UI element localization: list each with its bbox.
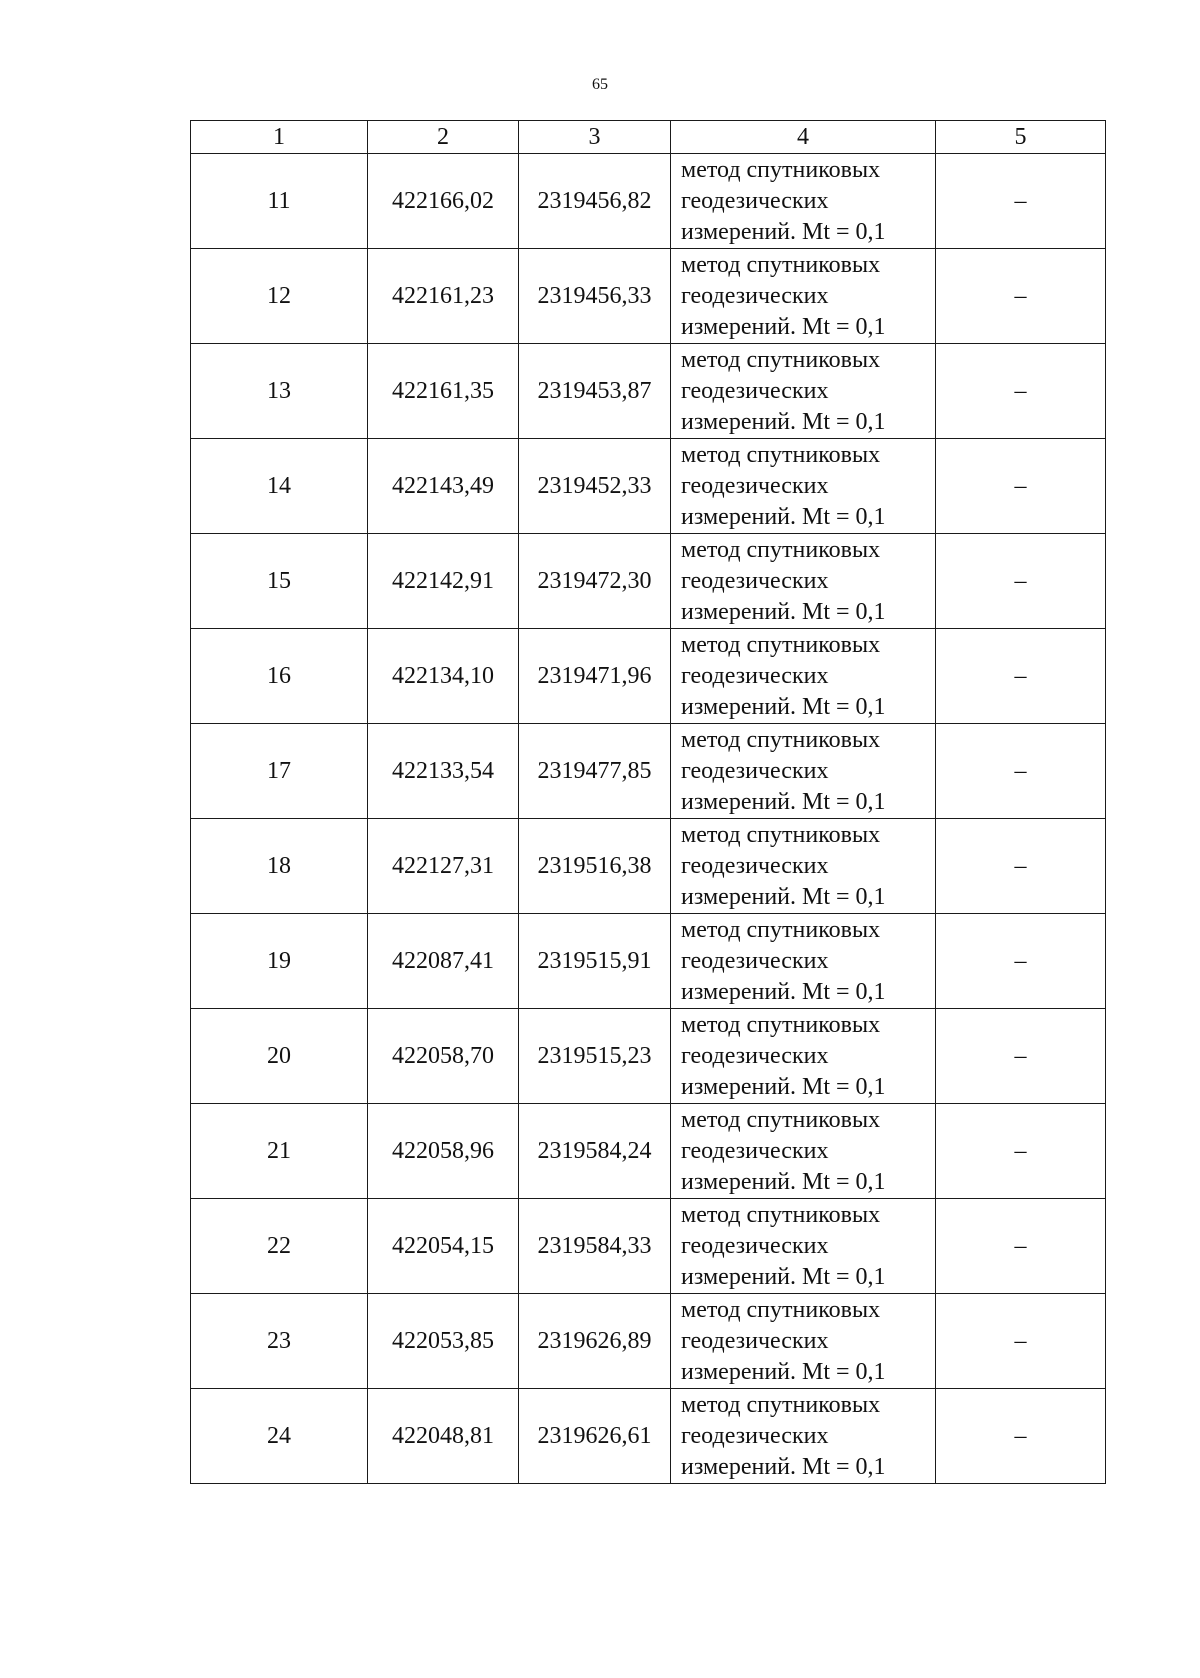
method-line-1: метод спутниковых [681,1106,881,1133]
method-line-2: геодезических [681,1137,829,1164]
method-line-3: измерений. Mt = 0,1 [681,1453,886,1480]
point-number-cell: 21 [191,1104,368,1199]
x-coordinate-cell: 422142,91 [368,534,519,629]
x-coordinate-cell: 422133,54 [368,724,519,819]
point-number-cell: 15 [191,534,368,629]
method-line-1: метод спутниковых [681,346,881,373]
point-number-cell: 14 [191,439,368,534]
method-cell [671,154,936,249]
column5-cell: – [936,1389,1106,1484]
method-line-2: геодезических [681,282,829,309]
x-coordinate-cell: 422058,96 [368,1104,519,1199]
y-coordinate-cell: 2319477,85 [519,724,671,819]
method-line-1: метод спутниковых [681,536,881,563]
method-line-2: геодезических [681,567,829,594]
method-cell [671,1294,936,1389]
method-cell [671,1009,936,1104]
method-line-3: измерений. Mt = 0,1 [681,1073,886,1100]
table-row [191,1294,1106,1389]
column5-cell: – [936,629,1106,724]
method-line-1: метод спутниковых [681,1296,881,1323]
column5-cell: – [936,1009,1106,1104]
method-cell [671,1104,936,1199]
method-line-1: метод спутниковых [681,821,881,848]
method-line-3: измерений. Mt = 0,1 [681,313,886,340]
column5-cell: – [936,1294,1106,1389]
method-line-2: геодезических [681,662,829,689]
y-coordinate-cell: 2319515,23 [519,1009,671,1104]
x-coordinate-cell: 422053,85 [368,1294,519,1389]
table-row [191,914,1106,1009]
method-line-2: геодезических [681,1327,829,1354]
y-coordinate-cell: 2319456,33 [519,249,671,344]
column5-cell: – [936,1199,1106,1294]
point-number-cell: 23 [191,1294,368,1389]
column5-cell: – [936,1104,1106,1199]
method-cell [671,439,936,534]
table-row [191,819,1106,914]
point-number-cell: 11 [191,154,368,249]
method-cell [671,344,936,439]
method-line-1: метод спутниковых [681,916,881,943]
coordinates-table [190,120,1106,1484]
point-number-cell: 24 [191,1389,368,1484]
method-line-2: геодезических [681,1232,829,1259]
method-cell [671,1389,936,1484]
method-line-3: измерений. Mt = 0,1 [681,1168,886,1195]
table-row [191,439,1106,534]
method-line-3: измерений. Mt = 0,1 [681,218,886,245]
x-coordinate-cell: 422166,02 [368,154,519,249]
x-coordinate-cell: 422161,35 [368,344,519,439]
method-line-2: геодезических [681,947,829,974]
header-row [191,121,1106,154]
method-line-3: измерений. Mt = 0,1 [681,788,886,815]
x-coordinate-cell: 422048,81 [368,1389,519,1484]
method-line-2: геодезических [681,852,829,879]
y-coordinate-cell: 2319584,33 [519,1199,671,1294]
method-line-3: измерений. Mt = 0,1 [681,693,886,720]
method-cell [671,724,936,819]
table-row [191,1199,1106,1294]
column5-cell: – [936,344,1106,439]
table-row [191,249,1106,344]
method-line-1: метод спутниковых [681,631,881,658]
header-cell-3: 3 [519,121,671,154]
y-coordinate-cell: 2319453,87 [519,344,671,439]
method-cell [671,534,936,629]
method-line-1: метод спутниковых [681,1391,881,1418]
method-line-1: метод спутниковых [681,726,881,753]
point-number-cell: 12 [191,249,368,344]
y-coordinate-cell: 2319516,38 [519,819,671,914]
x-coordinate-cell: 422054,15 [368,1199,519,1294]
method-line-3: измерений. Mt = 0,1 [681,408,886,435]
y-coordinate-cell: 2319471,96 [519,629,671,724]
method-line-1: метод спутниковых [681,1011,881,1038]
method-line-1: метод спутниковых [681,251,881,278]
column5-cell: – [936,914,1106,1009]
method-line-3: измерений. Mt = 0,1 [681,883,886,910]
method-line-2: геодезических [681,472,829,499]
point-number-cell: 22 [191,1199,368,1294]
column5-cell: – [936,534,1106,629]
y-coordinate-cell: 2319626,89 [519,1294,671,1389]
method-cell [671,249,936,344]
page-number: 65 [592,76,608,93]
header-cell-2: 2 [368,121,519,154]
x-coordinate-cell: 422127,31 [368,819,519,914]
method-line-2: геодезических [681,757,829,784]
table-row [191,154,1106,249]
table-row [191,1104,1106,1199]
method-line-3: измерений. Mt = 0,1 [681,1263,886,1290]
method-line-3: измерений. Mt = 0,1 [681,978,886,1005]
method-line-1: метод спутниковых [681,1201,881,1228]
table-row [191,1009,1106,1104]
method-line-3: измерений. Mt = 0,1 [681,1358,886,1385]
point-number-cell: 19 [191,914,368,1009]
point-number-cell: 18 [191,819,368,914]
method-line-3: измерений. Mt = 0,1 [681,598,886,625]
column5-cell: – [936,724,1106,819]
header-cell-4: 4 [671,121,936,154]
table-row [191,629,1106,724]
method-line-2: геодезических [681,187,829,214]
method-line-2: геодезических [681,377,829,404]
x-coordinate-cell: 422161,23 [368,249,519,344]
header-cell-1: 1 [191,121,368,154]
header-cell-5: 5 [936,121,1106,154]
table-row [191,344,1106,439]
column5-cell: – [936,439,1106,534]
y-coordinate-cell: 2319452,33 [519,439,671,534]
method-line-3: измерений. Mt = 0,1 [681,503,886,530]
table-row [191,1389,1106,1484]
column5-cell: – [936,819,1106,914]
method-cell [671,914,936,1009]
point-number-cell: 16 [191,629,368,724]
method-line-2: геодезических [681,1422,829,1449]
y-coordinate-cell: 2319456,82 [519,154,671,249]
x-coordinate-cell: 422087,41 [368,914,519,1009]
table-body [191,121,1106,1484]
y-coordinate-cell: 2319626,61 [519,1389,671,1484]
y-coordinate-cell: 2319472,30 [519,534,671,629]
column5-cell: – [936,154,1106,249]
method-line-1: метод спутниковых [681,441,881,468]
table-row [191,534,1106,629]
x-coordinate-cell: 422143,49 [368,439,519,534]
method-cell [671,629,936,724]
point-number-cell: 20 [191,1009,368,1104]
table-row [191,724,1106,819]
method-line-2: геодезических [681,1042,829,1069]
point-number-cell: 13 [191,344,368,439]
method-cell [671,819,936,914]
y-coordinate-cell: 2319515,91 [519,914,671,1009]
method-cell [671,1199,936,1294]
x-coordinate-cell: 422058,70 [368,1009,519,1104]
point-number-cell: 17 [191,724,368,819]
y-coordinate-cell: 2319584,24 [519,1104,671,1199]
method-line-1: метод спутниковых [681,156,881,183]
x-coordinate-cell: 422134,10 [368,629,519,724]
column5-cell: – [936,249,1106,344]
